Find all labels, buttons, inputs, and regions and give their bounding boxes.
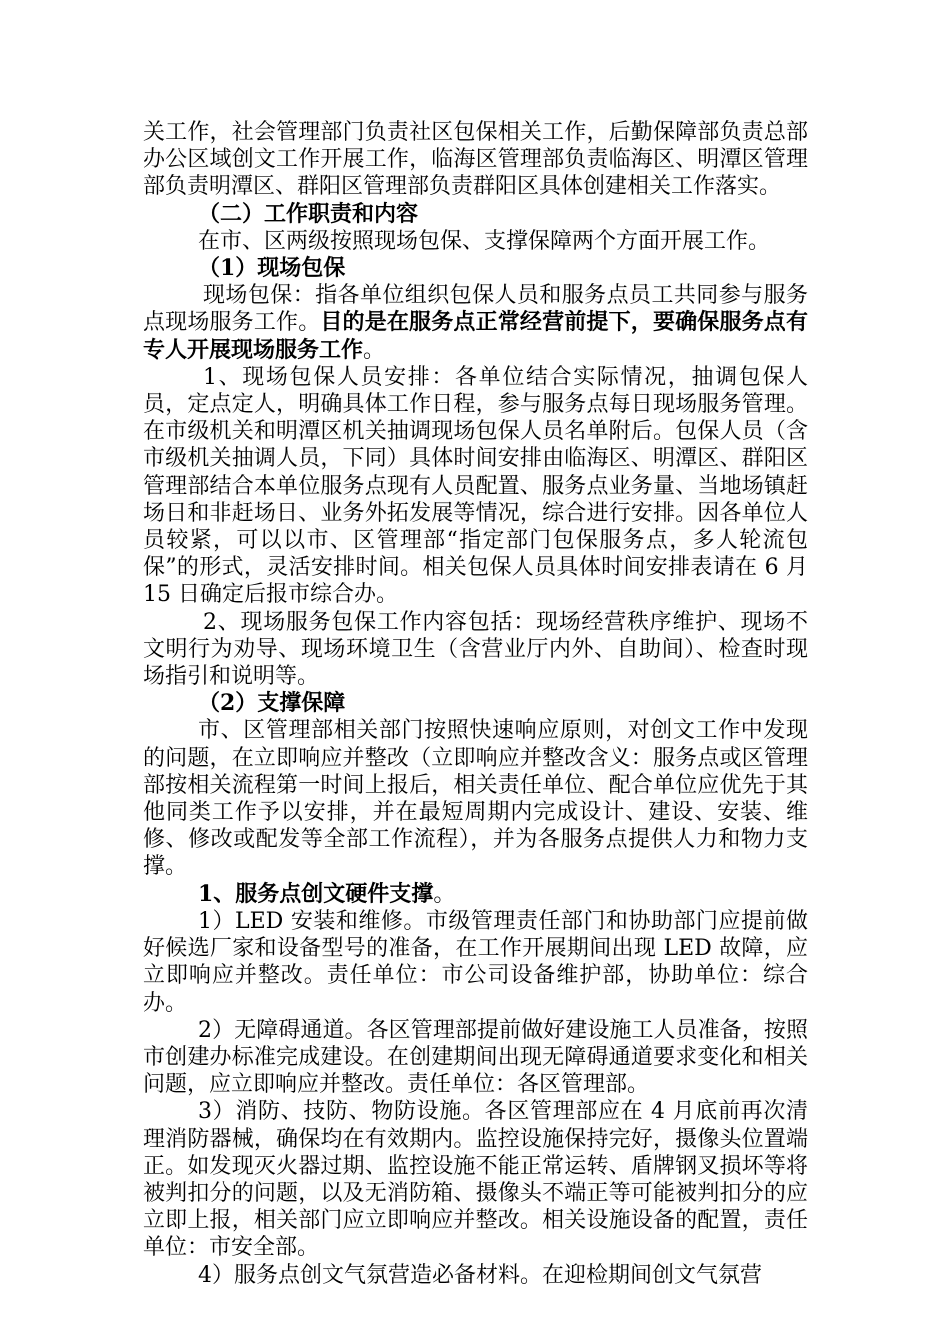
paragraph-service-content: 2、现场服务包保工作内容包括：现场经营秩序维护、现场不文明行为劝导、现场环境卫生（含营业厅内外、自助间）、检查时现场指引和说明等。 [143, 609, 808, 690]
paragraph-support-principle: 市、区管理部相关部门按照快速响应原则，对创文工作中发现的问题，在立即响应并整改（立即响应并整改含义：服务点或区管理部按相关流程第一时间上报后，相关责任单位、配合单位应优先于其他同类工作予以安排，并在最短周期内完成设计、建设、安装、维修、修改或配发等全部工作流程），并为各服务点提供人力和物力支撑。 [143, 718, 808, 880]
subheading-support: （2）支撑保障 [198, 690, 346, 717]
onsite-definition-emphasis: 目的是在服务点正常经营前提下，要确保服务点有专人开展现场服务工作 [143, 309, 808, 363]
item-atmosphere-materials: 4）服务点创文气氛营造必备材料。在迎检期间创文气氛营 [198, 1262, 762, 1288]
onsite-definition-tail: 。 [363, 337, 386, 363]
section-heading-duties: （二）工作职责和内容 [198, 200, 419, 227]
paragraph-onsite-definition [143, 282, 808, 364]
item-led: 1）LED 安装和维修。市级管理责任部门和协助部门应提前做好候选厂家和设备型号的准备，在工作开展期间出现 LED 故障，应立即响应并整改。责任单位：市公司设备维护部，协助单位：综合办。 [143, 908, 808, 1016]
subheading-onsite-guarantee: （1）现场包保 [198, 255, 346, 282]
onsite-definition-lead: 现场包保：指各单位组织包保人员和服务点员工共同参与服务点现场服务工作。 [143, 283, 808, 336]
hardware-support-tail: 。 [433, 881, 456, 907]
item-accessible-passage: 2）无障碍通道。各区管理部提前做好建设施工人员准备，按照市创建办标准完成建设。在创建期间出现无障碍通道要求变化和相关问题，应立即响应并整改。责任单位：各区管理部。 [143, 1017, 808, 1098]
document-body [143, 119, 808, 1289]
hardware-support-heading: 1、服务点创文硬件支撑 [198, 880, 434, 907]
paragraph-duties-continued: 关工作，社会管理部门负责社区包保相关工作，后勤保障部负责总部办公区域创文工作开展工作，临海区管理部负责临海区、明潭区管理部负责明潭区、群阳区管理部负责群阳区具体创建相关工作落实。 [143, 120, 808, 200]
item-hardware-support [143, 881, 808, 908]
paragraph-two-levels: 在市、区两级按照现场包保、支撑保障两个方面开展工作。 [198, 228, 771, 254]
paragraph-staff-arrangement: 1、现场包保人员安排：各单位结合实际情况，抽调包保人员，定点定人，明确具体工作日程，参与服务点每日现场服务管理。在市级机关和明潭区机关抽调现场包保人员名单附后。包保人员（含市级机关抽调人员，下同）具体时间安排由临海区、明潭区、群阳区管理部结合本单位服务点现有人员配置、服务点业务量、当地场镇赶场日和非赶场日、业务外拓发展等情况，综合进行安排。因各单位人员较紧，可以以市、区管理部“指定部门包保服务点，多人轮流包保”的形式，灵活安排时间。相关包保人员具体时间安排表请在 6 月 15 日确定后报市综合办。 [143, 364, 808, 608]
item-fire-security: 3）消防、技防、物防设施。各区管理部应在 4 月底前再次清理消防器械，确保均在有效期内。监控设施保持完好，摄像头位置端正。如发现灭火器过期、监控设施不能正常运转、盾牌钢叉损坏等将被判扣分的问题，以及无消防箱、摄像头不端正等可能被判扣分的应立即上报，相关部门应立即响应并整改。相关设施设备的配置，责任单位：市安全部。 [143, 1099, 808, 1261]
